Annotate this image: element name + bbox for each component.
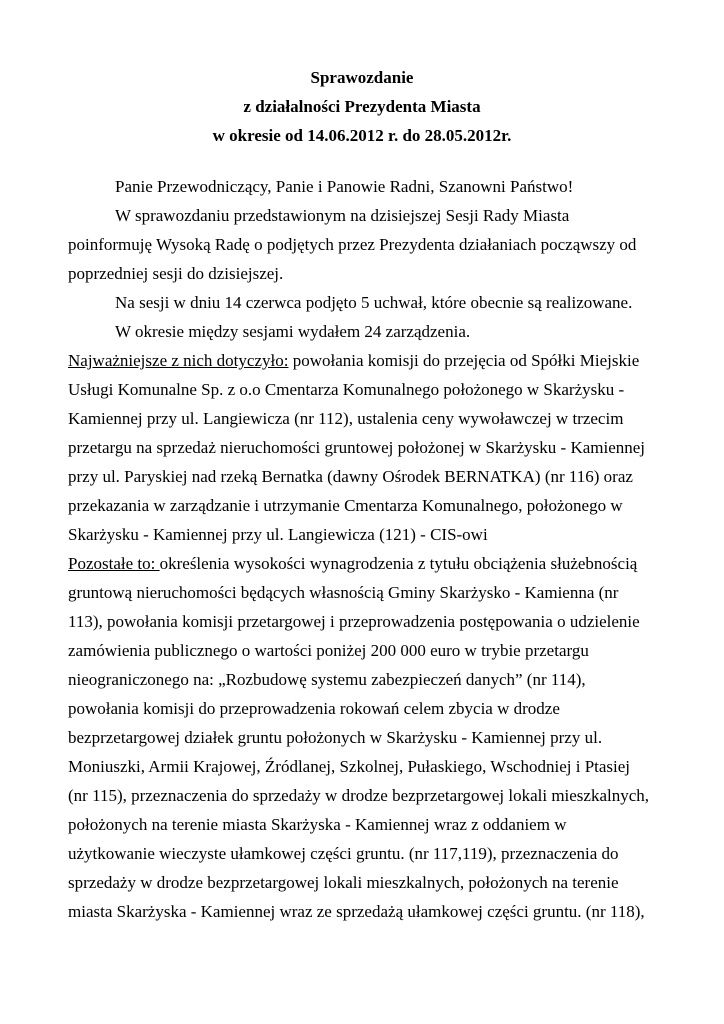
other-line: użytkowanie wieczyste ułamkowej części gruntu. (nr 117,119), przeznaczenia do [68,844,619,863]
important-text: powołania komisji do przejęcia od Spółki Miejskie [288,351,640,370]
important-line: Kamiennej przy ul. Langiewicza (nr 112), ustalenia ceny wywoławczej w trzecim [68,409,624,428]
other-line: 113), powołania komisji przetargowej i przeprowadzenia postępowania o udzielenie [68,612,640,631]
title-line-2: z działalności Prezydenta Miasta [243,97,481,116]
other-line: Moniuszki, Armii Krajowej, Źródlanej, Szkolnej, Pułaskiego, Wschodniej i Ptasiej [68,757,631,776]
title-line-1: Sprawozdanie [310,68,414,87]
important-line: przetargu na sprzedaż nieruchomości gruntowej położonej w Skarżysku - Kamiennej [68,438,646,457]
intro-line: poprzedniej sesji do dzisiejszej. [68,264,284,283]
important-line: Skarżysku - Kamiennej przy ul. Langiewicza (121) - CIS-owi [68,525,488,544]
other-line: położonych na terenie miasta Skarżyska - Kamiennej wraz z oddaniem w [68,815,567,834]
other-line: gruntową nieruchomości będących własnością Gminy Skarżysko - Kamienna (nr [68,583,619,602]
other-line: (nr 115), przeznaczenia do sprzedaży w drodze bezprzetargowej lokali mieszkalnych, [68,786,650,805]
other-label: Pozostałe to: [68,554,160,573]
greeting-line: Panie Przewodniczący, Panie i Panowie Radni, Szanowni Państwo! [115,177,574,196]
important-line: Usługi Komunalne Sp. z o.o Cmentarza Komunalnego położonego w Skarżysku - [68,380,625,399]
important-line: przy ul. Paryskiej nad rzeką Bernatka (dawny Ośrodek BERNATKA) (nr 116) oraz [68,467,633,486]
other-line: bezprzetargowej działek gruntu położonych w Skarżysku - Kamiennej przy ul. [68,728,603,747]
important-first-line [68,346,639,376]
intro-line: W sprawozdaniu przedstawionym na dzisiejszej Sesji Rady Miasta [115,206,570,225]
document-title [0,63,724,150]
important-label: Najważniejsze z nich dotyczyło: [68,351,289,370]
other-line: powołania komisji do przeprowadzenia rokowań celem zbycia w drodze [68,699,560,718]
other-first-line [68,549,637,579]
other-line: nieograniczonego na: „Rozbudowę systemu zabezpieczeń danych” (nr 114), [68,670,586,689]
other-line: sprzedaży w drodze bezprzetargowej lokali mieszkalnych, położonych na terenie [68,873,619,892]
other-line: zamówienia publicznego o wartości poniżej 200 000 euro w trybie przetargu [68,641,589,660]
other-text: określenia wysokości wynagrodzenia z tytułu obciążenia służebnością [159,554,638,573]
title-line-3: w okresie od 14.06.2012 r. do 28.05.2012r. [212,126,512,145]
important-line: przekazania w zarządzanie i utrzymanie Cmentarza Komunalnego, położonego w [68,496,623,515]
other-line: miasta Skarżyska - Kamiennej wraz ze sprzedażą ułamkowej części gruntu. (nr 118), [68,902,645,921]
orders-line: W okresie między sesjami wydałem 24 zarządzenia. [115,322,471,341]
intro-line: poinformuję Wysoką Radę o podjętych przez Prezydenta działaniach począwszy od [68,235,637,254]
session-line: Na sesji w dniu 14 czerwca podjęto 5 uchwał, które obecnie są realizowane. [115,293,633,312]
